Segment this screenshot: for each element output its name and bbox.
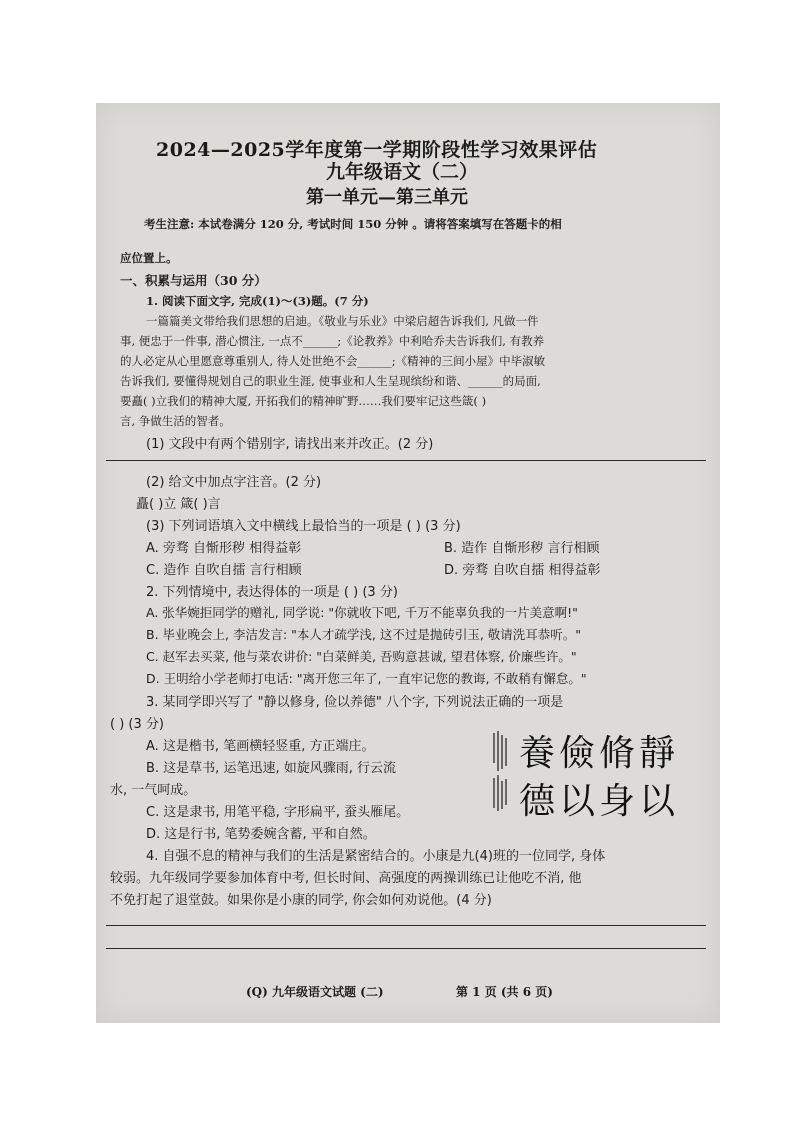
q2-stem: 2. 下列情境中, 表达得体的一项是 ( ) (3 分) <box>146 585 398 600</box>
q3-option-a: A. 这是楷书, 笔画横轻竖重, 方正端庄。 <box>146 739 375 754</box>
exam-page <box>96 103 720 1023</box>
notice-line-1: 考生注意: 本试卷满分 120 分, 考试时间 150 分钟 。请将答案填写在答题卡的相 <box>144 217 562 231</box>
q1-sub2: (2) 给文中加点字注音。(2 分) <box>146 475 322 490</box>
q1-passage-line: 的人必定从心里愿意尊重别人, 待人处世绝不会______;《精神的三间小屋》中毕淑敏 <box>120 354 546 368</box>
q1-option-b: B. 造作 自惭形秽 言行相顾 <box>444 541 600 556</box>
q2-option-b: B. 毕业晚会上, 李洁发言: "本人才疏学浅, 这不过是抛砖引玉, 敬请洗耳恭听。" <box>146 627 582 642</box>
exam-title: 2024—2025学年度第一学期阶段性学习效果评估 <box>156 139 598 161</box>
calligraphy-row-1: 養儉脩靜 <box>519 733 680 774</box>
q3-option-d: D. 这是行书, 笔势委婉含蓄, 平和自然。 <box>146 827 376 842</box>
exam-subtitle: 九年级语文（二） <box>326 161 479 183</box>
q1-option-d: D. 旁骛 自吹自擂 相得益彰 <box>444 563 601 578</box>
q1-passage-line: 告诉我们, 要懂得规划自己的职业生涯, 使事业和人生呈现缤纷和谐、______的局面, <box>120 374 541 388</box>
calligraphy-image <box>489 723 709 823</box>
q3-option-b-cont: 水, 一气呵成。 <box>110 783 197 798</box>
q4-line-2: 较弱。九年级同学要参加体育中考, 但长时间、高强度的两操训练已让他吃不消, 他 <box>110 871 582 886</box>
answer-line <box>106 460 706 461</box>
section-1-title: 一、积累与运用（30 分） <box>120 273 267 288</box>
q1-passage-line: 一篇篇美文带给我们思想的启迪。《敬业与乐业》中梁启超告诉我们, 凡做一件 <box>146 314 539 328</box>
q2-option-a: A. 张华婉拒同学的赠礼, 同学说: "你就收下吧, 千万不能辜负我的一片美意啊!" <box>146 605 578 620</box>
q2-option-c: C. 赵军去买菜, 他与菜农讲价: "白菜鲜美, 吾购意甚诚, 望君体察, 价廉些许。" <box>146 649 577 664</box>
q1-passage-line: 言, 争做生活的智者。 <box>120 414 231 428</box>
q1-intro: 1. 阅读下面文字, 完成(1)～(3)题。(7 分) <box>146 294 369 308</box>
q3-option-c: C. 这是隶书, 用笔平稳, 字形扁平, 蚕头雁尾。 <box>146 805 410 820</box>
q4-line-1: 4. 自强不息的精神与我们的生活是紧密结合的。小康是九(4)班的一位同学, 身体 <box>146 849 606 864</box>
calligraphy-row-2: 德以身以 <box>519 781 680 822</box>
footer-page-number: 第 1 页 (共 6 页) <box>456 985 553 999</box>
q1-passage-line: 要矗( )立我们的精神大厦, 开拓我们的精神旷野……我们要牢记这些箴( ) <box>120 394 487 408</box>
exam-scope: 第一单元—第三单元 <box>306 187 468 208</box>
q4-line-3: 不免打起了退堂鼓。如果你是小康的同学, 你会如何劝说他。(4 分) <box>110 893 492 908</box>
q1-sub3: (3) 下列词语填入文中横线上最恰当的一项是 ( ) (3 分) <box>146 519 461 534</box>
q3-option-b: B. 这是草书, 运笔迅速, 如旋风骤雨, 行云流 <box>146 761 396 776</box>
answer-line <box>106 925 706 926</box>
notice-line-2: 应位置上。 <box>120 251 178 265</box>
q2-option-d: D. 王明给小学老师打电话: "离开您三年了, 一直牢记您的教诲, 不敢稍有懈怠。" <box>146 671 587 686</box>
footer-exam-name: (Q) 九年级语文试题 (二) <box>246 985 384 999</box>
q3-stem: 3. 某同学即兴写了 "静以修身, 俭以养德" 八个字, 下列说法正确的一项是 <box>146 695 564 710</box>
q1-sub2-items: 矗( )立 箴( )言 <box>136 497 221 512</box>
q1-passage-line: 事, 便忠于一件事, 潜心惯注, 一点不______;《论教养》中利哈乔夫告诉我们, 有教养 <box>120 334 545 348</box>
q1-option-a: A. 旁骛 自惭形秽 相得益彰 <box>146 541 302 556</box>
q1-sub1: (1) 文段中有两个错别字, 请找出来并改正。(2 分) <box>146 437 434 452</box>
q1-option-c: C. 造作 自吹自擂 言行相顾 <box>146 563 302 578</box>
q3-stem-2: ( ) (3 分) <box>110 717 164 732</box>
answer-line <box>106 948 706 949</box>
